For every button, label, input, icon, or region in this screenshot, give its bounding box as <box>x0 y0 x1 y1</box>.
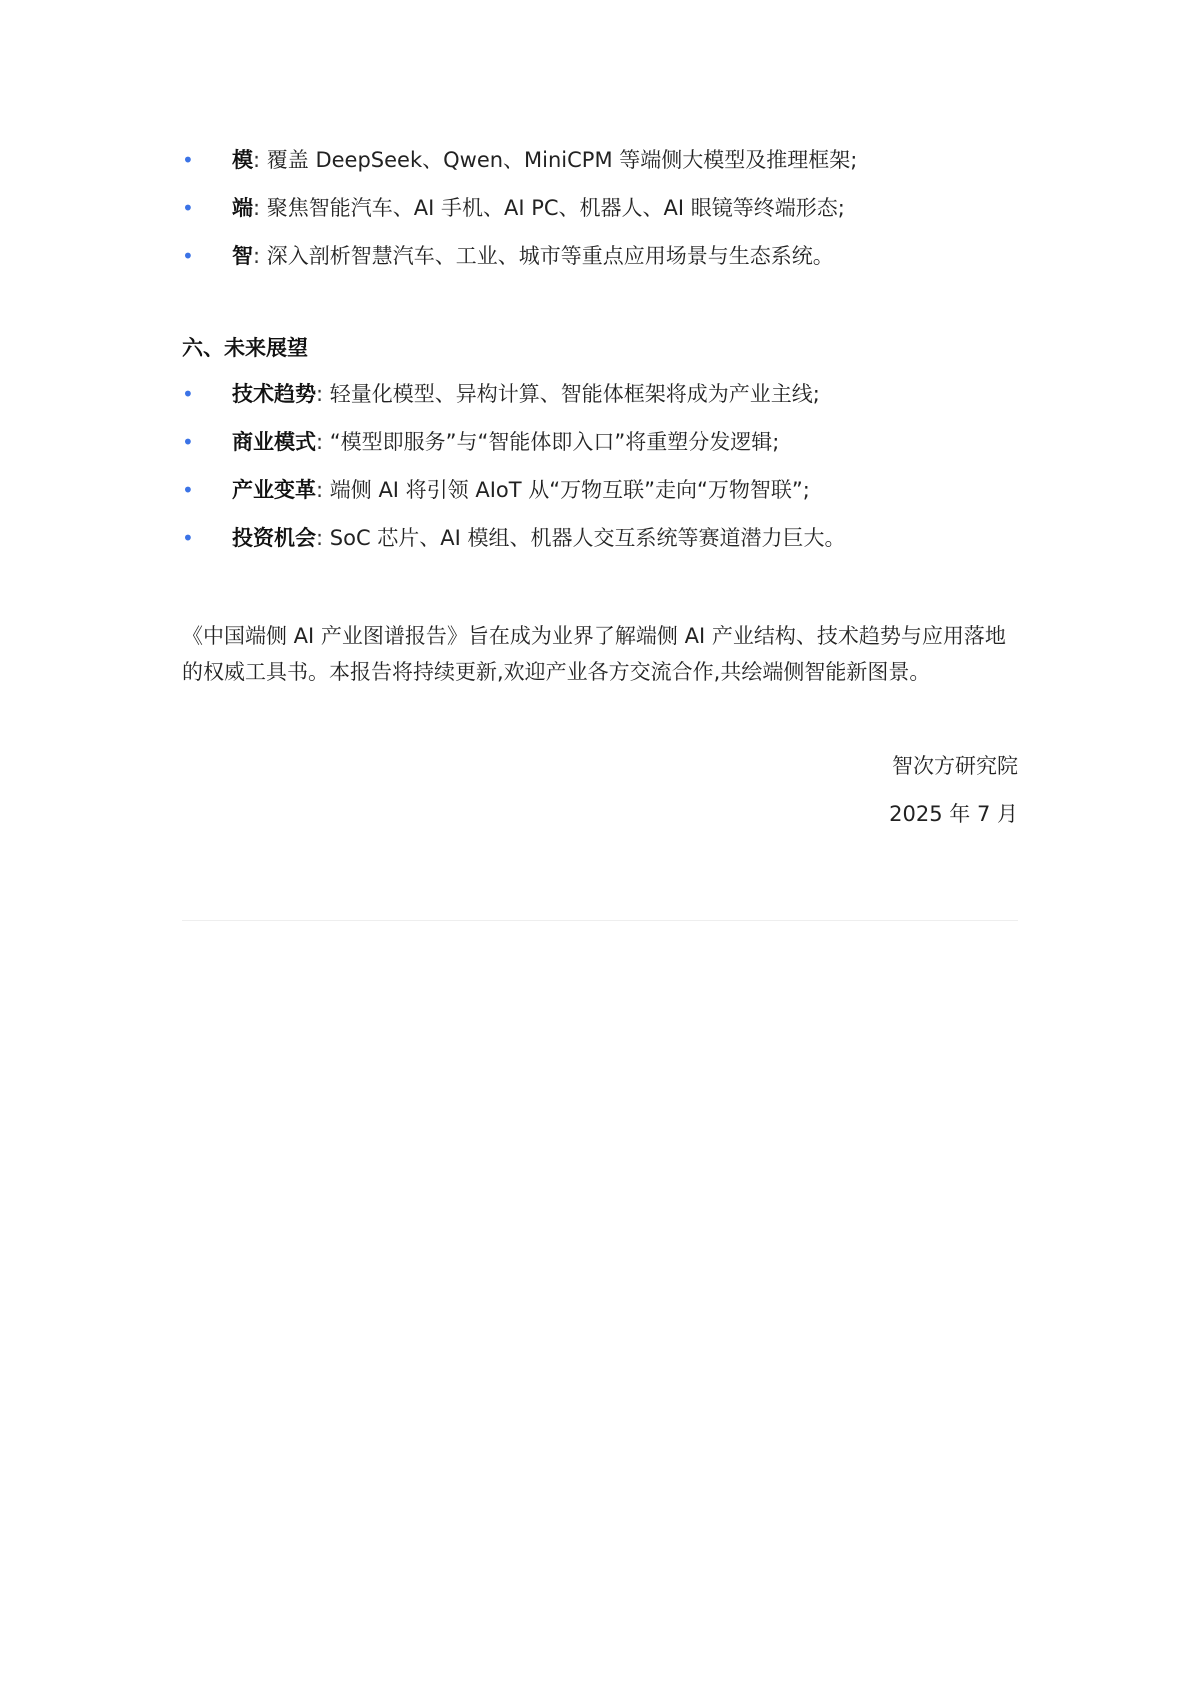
section-heading: 六、未来展望 <box>182 336 308 360</box>
list-item <box>182 140 1018 188</box>
bullet-icon: • <box>182 148 194 172</box>
item-term: 产业变革 <box>232 478 316 502</box>
scope-list <box>182 140 1018 284</box>
bullet-icon: • <box>182 526 194 550</box>
item-term: 智 <box>232 244 253 268</box>
section-heading-wrapper <box>182 328 1018 368</box>
bullet-icon: • <box>182 430 194 454</box>
item-separator: : <box>253 244 261 268</box>
item-term: 端 <box>232 196 253 220</box>
item-description: 轻量化模型、异构计算、智能体框架将成为产业主线; <box>329 382 820 406</box>
item-description: 端侧 AI 将引领 AIoT 从“万物互联”走向“万物智联”; <box>329 478 810 502</box>
item-description: 覆盖 DeepSeek、Qwen、MiniCPM 等端侧大模型及推理框架; <box>266 148 858 172</box>
bullet-icon: • <box>182 244 194 268</box>
bullet-icon: • <box>182 382 194 406</box>
signature-organization: 智次方研究院 <box>892 754 1018 778</box>
list-item <box>182 518 1018 566</box>
item-description: SoC 芯片、AI 模组、机器人交互系统等赛道潜力巨大。 <box>329 526 846 550</box>
item-term: 投资机会 <box>232 526 316 550</box>
item-separator: : <box>316 526 324 550</box>
item-term: 技术趋势 <box>232 382 316 406</box>
outlook-list <box>182 374 1018 566</box>
item-separator: : <box>316 478 324 502</box>
list-item <box>182 374 1018 422</box>
summary-paragraph: 《中国端侧 AI 产业图谱报告》旨在成为业界了解端侧 AI 产业结构、技术趋势与应用落地的权威工具书。本报告将持续更新,欢迎产业各方交流合作,共绘端侧智能新图景。 <box>182 624 1006 684</box>
item-separator: : <box>253 148 261 172</box>
list-item <box>182 422 1018 470</box>
list-item <box>182 236 1018 284</box>
item-description: 深入剖析智慧汽车、工业、城市等重点应用场景与生态系统。 <box>266 244 834 268</box>
list-item <box>182 188 1018 236</box>
signature-date: 2025 年 7 月 <box>889 802 1018 826</box>
item-description: “模型即服务”与“智能体即入口”将重塑分发逻辑; <box>329 430 780 454</box>
item-separator: : <box>316 382 324 406</box>
list-item <box>182 470 1018 518</box>
page-divider <box>182 920 1018 921</box>
signature-block <box>182 746 1018 842</box>
item-separator: : <box>316 430 324 454</box>
bullet-icon: • <box>182 196 194 220</box>
document-body <box>182 140 1018 842</box>
bullet-icon: • <box>182 478 194 502</box>
item-description: 聚焦智能汽车、AI 手机、AI PC、机器人、AI 眼镜等终端形态; <box>266 196 845 220</box>
item-separator: : <box>253 196 261 220</box>
item-term: 模 <box>232 148 253 172</box>
item-term: 商业模式 <box>232 430 316 454</box>
